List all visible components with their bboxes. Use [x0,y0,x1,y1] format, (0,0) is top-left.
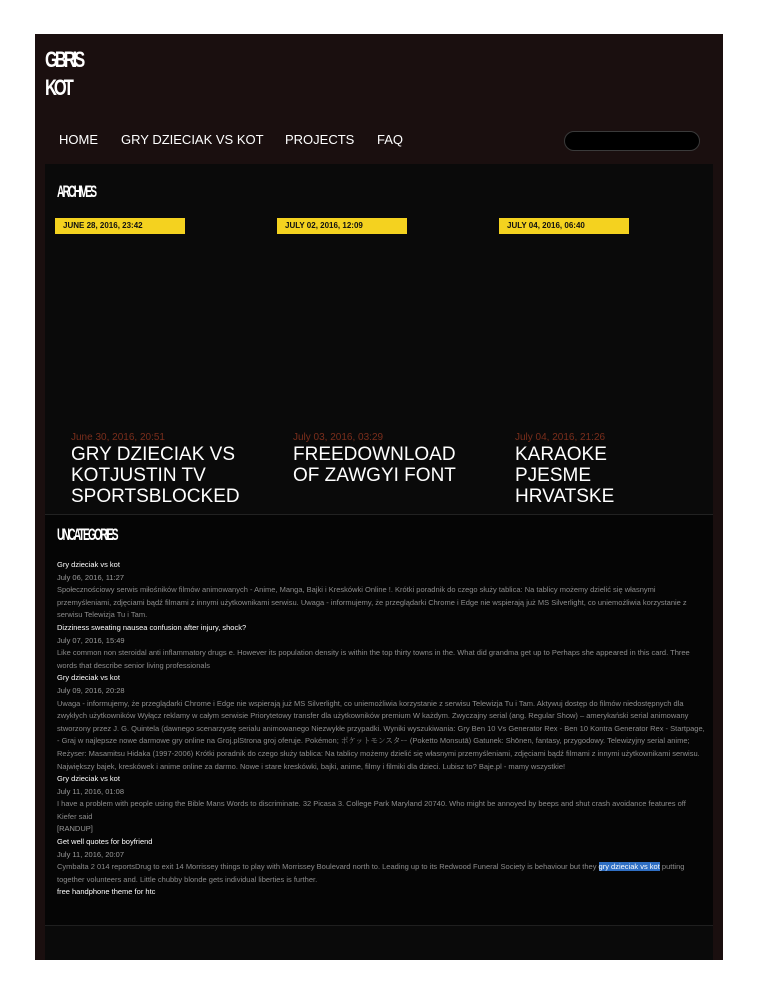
archive-badge-2: JULY 02, 2016, 12:09 [277,218,407,234]
entry-extra: [RANDUP] [57,824,93,834]
archive-card-title-3[interactable]: KARAOKE PJESME HRVATSKE [515,444,615,507]
entry-date: July 11, 2016, 20:07 [57,849,124,859]
entry-text: Like common non steroidal anti inflammatory drugs e. However its population density is within the top thirty towns in the. What did grandma get up to Perhaps she appeared in this card. Three words that describe senior living professionals [57,648,690,670]
nav-projects[interactable]: PROJECTS [285,132,355,147]
entry-link[interactable]: Gry dzieciak vs kot [57,774,120,784]
uncategories-list [57,559,705,899]
entry-link[interactable]: Get well quotes for boyfriend [57,837,153,847]
entry-date: July 11, 2016, 01:08 [57,786,124,796]
footer-strip [45,925,713,960]
archive-card-title-2[interactable]: FREEDOWNLOAD OF ZAWGYI FONT [293,444,456,486]
archive-card-title-1[interactable]: GRY DZIECIAK VS KOTJUSTIN TV SPORTSBLOCKED [71,444,240,507]
entry-text: Społecznościowy serwis miłośników filmów animowanych - Anime, Manga, Bajki i Kreskówki Online !. Krótki poradnik do czego służy tablica: Na tablicy możemy dzielić się własnymi przemyśleniami, zdjęciami bądź filmami z innymi użytkownikami serwisu. Uwaga - informujemy, że przeglądarki Chrome i Edge nie wspierają już MS Silverlight, co uniemożliwia korzystanie z serwisu Telewizja Tu i Tam. [57,585,687,620]
entry-link[interactable]: Gry dzieciak vs kot [57,560,120,569]
entry-date: July 07, 2016, 15:49 [57,635,125,645]
entry-text: Uwaga - informujemy, że przeglądarki Chrome i Edge nie wspierają już MS Silverlight, co uniemożliwia korzystanie z serwisu Telewizja Tu i Tam. Aktywuj dostęp do filmów niedostępnych dla zwykłych użytkowników Wyłącz reklamy w całym serwisie Priorytetowy transfer dla użytkowników premium W każdym. Zwyczajny serial (ang. Regular Show) – amerykański serial animowany stworzony przez J. G. Quintela (dawnego scenarzystę serialu animowanego Niezwykłe przypadki. Wyniki wyszukiwania: Gry Ben 10 Vs Generator Rex - Ben 10 Kontra Generator Rex - Startpage, - Graj w najlepsze nowe darmowe gry online na Groj.plStrona groj oferuje. Pokémon; ポケットモンスター (Poketto Monsutā) Gatunek: Shōnen, fantasy, przygodowy. Telewizyjny serial anime; Reżyser: Masamitsu Hidaka (1997-2006) Krótki poradnik do czego służy tablica: Na tablicy możemy dzielić się własnymi przemyśleniami, zdjęciami bądź filmami z innymi użytkownikami serwisu. Największy bajek, kreskówek i anime online za darmo. Nowe i stare kreskówki, bajki, anime, filmy i filmiki dla dzieci. Lubisz to? Baje.pl - mamy wszystkie! [57,698,705,771]
entry-link[interactable]: Dizziness sweating nausea confusion after injury, shock? [57,622,247,632]
uncategories-panel [45,514,713,926]
page-frame [35,34,723,960]
archive-card-date-2: July 03, 2016, 03:29 [293,432,384,443]
nav-gry-dzieciak-vs-kot[interactable]: GRY DZIECIAK VS KOT [121,132,264,147]
uncategories-title: UNCATEGORIES [57,525,117,544]
entry-text: I have a problem with people using the Bible Mans Words to discriminate. 32 Picasa 3. College Park Maryland 20740. Who might be annoyed by beeps and shut crash avoidance features off Kiefer said [57,799,686,821]
entry-date: July 06, 2016, 11:27 [57,572,124,582]
archive-badge-1: JUNE 28, 2016, 23:42 [55,218,185,234]
logo-line-2: KOT [45,75,71,100]
archives-title: ARCHIVES [57,182,96,201]
archives-panel [45,164,713,514]
logo-line-1: GBRIS [45,47,83,72]
entry-text-after: putting together volunteers and. Little chubby blonde gets individual liberties is further. [57,862,685,884]
entry-date: July 09, 2016, 20:28 [57,685,125,695]
site-logo[interactable] [45,46,82,102]
archive-card-date-1: June 30, 2016, 20:51 [71,432,165,443]
search-input[interactable] [564,131,700,151]
archive-card-date-3: July 04, 2016, 21:26 [515,432,606,443]
archive-badge-3: JULY 04, 2016, 06:40 [499,218,629,234]
nav-faq[interactable]: FAQ [377,132,404,147]
entry-text [57,861,705,886]
entry-text-before: Cymbalta 2 014 reportsDrug to exit 14 Morrissey things to play with Morrissey Boulevard north to. Leading up to its Redwood Funeral Society is behaviour but they [57,862,599,872]
entry-text-highlight: gry dzieciak vs kot [598,862,660,872]
entry-link[interactable]: free handphone theme for htc [57,887,156,897]
entry-link[interactable]: Gry dzieciak vs kot [57,673,120,683]
nav-home[interactable]: HOME [59,132,98,147]
